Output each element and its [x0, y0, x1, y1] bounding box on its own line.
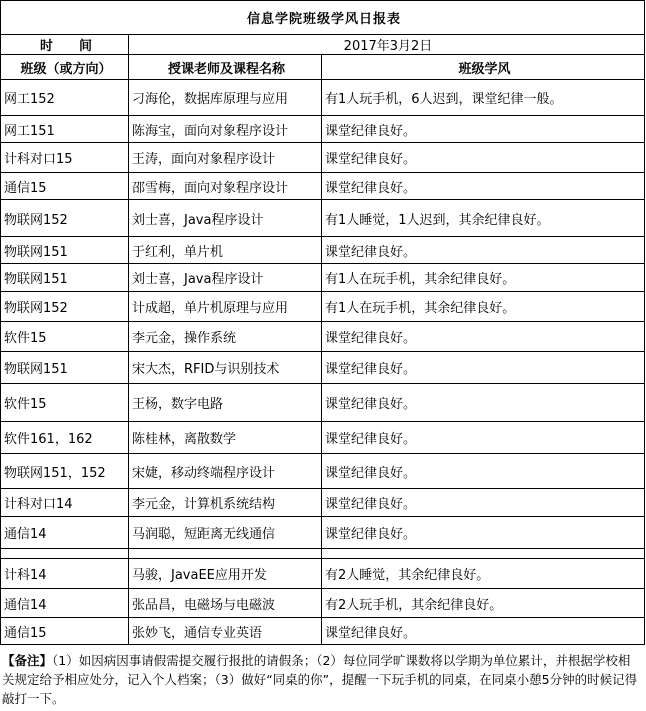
cell-class: 物联网151	[1, 352, 129, 384]
table-row	[1, 173, 645, 200]
table-row	[1, 80, 645, 116]
table-row	[1, 517, 645, 549]
cell-style	[322, 549, 645, 559]
cell-style: 课堂纪律良好。	[322, 618, 645, 645]
cell-teacher-course: 王涛，面向对象程序设计	[129, 143, 322, 173]
table-row	[1, 237, 645, 264]
table-row	[1, 200, 645, 237]
table-row	[1, 116, 645, 143]
cell-style: 有2人玩手机，其余纪律良好。	[322, 589, 645, 618]
cell-style: 课堂纪律良好。	[322, 143, 645, 173]
cell-style: 有1人睡觉，1人迟到，其余纪律良好。	[322, 200, 645, 237]
cell-class: 网工151	[1, 116, 129, 143]
table-row	[1, 589, 645, 618]
cell-style: 课堂纪律良好。	[322, 384, 645, 422]
cell-teacher-course	[129, 549, 322, 559]
table-row	[1, 454, 645, 489]
table-row	[1, 618, 645, 645]
cell-class: 物联网152	[1, 200, 129, 237]
cell-class: 计科对口15	[1, 143, 129, 173]
cell-teacher-course: 刘士喜，Java程序设计	[129, 200, 322, 237]
cell-style: 有1人在玩手机，其余纪律良好。	[322, 264, 645, 292]
cell-teacher-course: 宋大杰，RFID与识别技术	[129, 352, 322, 384]
cell-class: 软件15	[1, 384, 129, 422]
date-label: 时 间	[1, 35, 129, 55]
report-title: 信息学院班级学风日报表	[1, 1, 645, 35]
header-class-style: 班级学风	[322, 55, 645, 80]
table-row	[1, 384, 645, 422]
table-row	[1, 322, 645, 352]
cell-class: 通信14	[1, 517, 129, 549]
cell-style: 课堂纪律良好。	[322, 116, 645, 143]
cell-teacher-course: 李元金，计算机系统结构	[129, 489, 322, 517]
cell-class: 物联网151	[1, 237, 129, 264]
cell-teacher-course: 陈海宝，面向对象程序设计	[129, 116, 322, 143]
cell-class: 通信15	[1, 618, 129, 645]
cell-class: 通信15	[1, 173, 129, 200]
cell-teacher-course: 计成超，单片机原理与应用	[129, 292, 322, 322]
cell-teacher-course: 张品昌，电磁场与电磁波	[129, 589, 322, 618]
note-label: 【备注】	[2, 653, 53, 668]
cell-teacher-course: 马骏，JavaEE应用开发	[129, 559, 322, 589]
cell-style: 课堂纪律良好。	[322, 173, 645, 200]
cell-teacher-course: 刁海伦，数据库原理与应用	[129, 80, 322, 116]
cell-teacher-course: 于红利，单片机	[129, 237, 322, 264]
cell-class: 计科14	[1, 559, 129, 589]
table-row	[1, 549, 645, 559]
cell-class: 物联网151，152	[1, 454, 129, 489]
cell-style: 课堂纪律良好。	[322, 322, 645, 352]
cell-class: 物联网152	[1, 292, 129, 322]
cell-class: 软件161，162	[1, 422, 129, 454]
remarks-note	[2, 651, 642, 708]
cell-style: 有1人在玩手机，其余纪律良好。	[322, 292, 645, 322]
cell-style: 课堂纪律良好。	[322, 422, 645, 454]
cell-teacher-course: 马润聪，短距离无线通信	[129, 517, 322, 549]
cell-style: 课堂纪律良好。	[322, 237, 645, 264]
cell-class: 计科对口14	[1, 489, 129, 517]
table-row	[1, 559, 645, 589]
table-row	[1, 489, 645, 517]
cell-style: 课堂纪律良好。	[322, 454, 645, 489]
cell-class	[1, 549, 129, 559]
table-row	[1, 143, 645, 173]
cell-teacher-course: 王杨，数字电路	[129, 384, 322, 422]
table-row	[1, 352, 645, 384]
table-row	[1, 264, 645, 292]
cell-style: 课堂纪律良好。	[322, 352, 645, 384]
cell-class: 通信14	[1, 589, 129, 618]
cell-style: 课堂纪律良好。	[322, 517, 645, 549]
cell-teacher-course: 邵雪梅，面向对象程序设计	[129, 173, 322, 200]
cell-class: 物联网151	[1, 264, 129, 292]
cell-teacher-course: 陈桂林，离散数学	[129, 422, 322, 454]
header-row	[1, 55, 645, 80]
cell-teacher-course: 刘士喜，Java程序设计	[129, 264, 322, 292]
cell-teacher-course: 李元金，操作系统	[129, 322, 322, 352]
cell-teacher-course: 张妙飞，通信专业英语	[129, 618, 322, 645]
table-row	[1, 292, 645, 322]
header-class: 班级（或方向）	[1, 55, 129, 80]
cell-style: 课堂纪律良好。	[322, 489, 645, 517]
date-value: 2017年3月2日	[129, 35, 645, 55]
cell-style: 有1人玩手机，6人迟到，课堂纪律一般。	[322, 80, 645, 116]
header-teacher-course: 授课老师及课程名称	[129, 55, 322, 80]
cell-style: 有2人睡觉，其余纪律良好。	[322, 559, 645, 589]
note-text: （1）如因病因事请假需提交履行报批的请假条；（2）每位同学旷课数将以学期为单位累计，并根据学校相关规定给予相应处分，记入个人档案；（3）做好“同桌的你”，提醒一下玩手机的同桌，在同桌小憩5分钟的时候记得敲打一下。	[2, 653, 638, 706]
cell-class: 软件15	[1, 322, 129, 352]
date-row	[1, 35, 645, 55]
title-row	[1, 1, 645, 35]
table-row	[1, 422, 645, 454]
cell-class: 网工152	[1, 80, 129, 116]
cell-teacher-course: 宋婕，移动终端程序设计	[129, 454, 322, 489]
